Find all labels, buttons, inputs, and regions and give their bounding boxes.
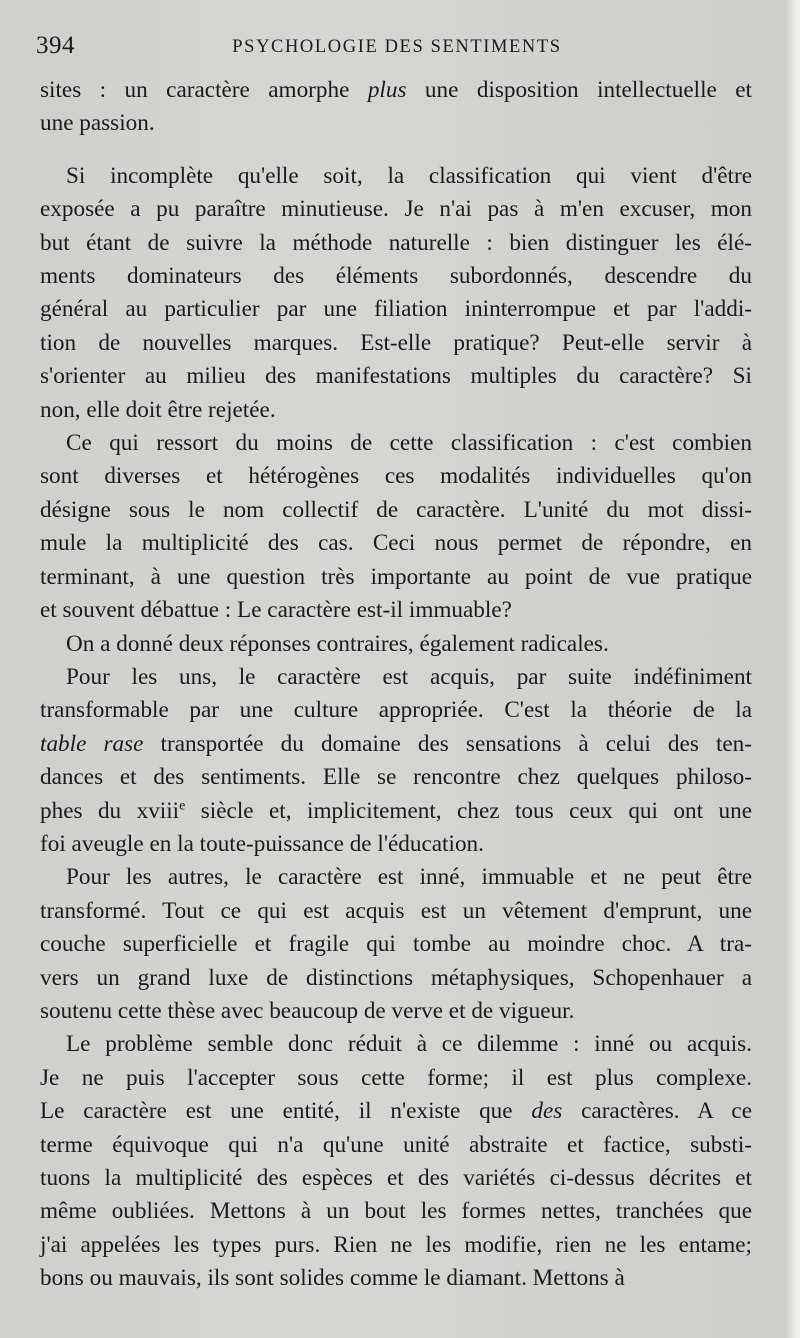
text-run: foi aveugle en la toute-puissance de l'éducation. [40,830,484,857]
text-run: Pour les uns, le caractère est acquis, par suite indéfiniment [66,663,752,690]
text-run: terminant, à une question très importante au point de vue pratique [40,563,752,590]
text-line [40,628,752,661]
text-run: transportée du domaine des sensations à celui des ten- [143,730,752,757]
text-line [40,527,752,560]
text-run: une passion. [40,110,155,137]
text-line [40,928,752,961]
text-run: exposée a pu paraître minutieuse. Je n'ai pas à m'en excuser, mon [40,196,752,223]
text-line [40,962,752,995]
text-run: phes du xviii [40,797,180,824]
text-line [40,1129,752,1162]
text-line [40,1229,752,1262]
page-header [36,32,758,66]
text-line [40,427,752,460]
text-line [40,327,752,360]
text-run: j'ai appelées les types purs. Rien ne les modifie, rien ne les entame; [40,1231,752,1258]
text-run: e [179,797,186,813]
text-line [40,561,752,594]
text-line [40,1062,752,1095]
text-line [40,193,752,226]
text-run: caractères. A ce [562,1098,752,1125]
text-run: Le problème semble donc réduit à ce dilemme : inné ou acquis. [66,1031,752,1058]
text-run: général au particulier par une filiation ininterrompue et par l'addi- [40,296,752,323]
text-run: et souvent débattue : Le caractère est-il immuable? [40,597,512,624]
text-run: désigne sous le nom collectif de caractère. L'unité du mot dissi- [40,496,752,523]
text-line [40,160,752,193]
text-run: tion de nouvelles marques. Est-elle pratique? Peut-elle servir à [40,329,752,356]
text-line [40,293,752,326]
text-run: siècle et, implicitement, chez tous ceux qui ont une [185,797,752,824]
text-run: vers un grand luxe de distinctions métaphysiques, Schopenhauer a [40,964,752,991]
paragraph [40,861,752,1028]
text-run: Le caractère est une entité, il n'existe que [40,1098,532,1125]
text-run: bons ou mauvais, ils sont solides comme le diamant. Mettons à [40,1265,625,1292]
text-run: Je ne puis l'accepter sous cette forme; il est plus complexe. [40,1064,752,1091]
text-run: même oubliées. Mettons à un bout les formes nettes, tranchées que [40,1198,752,1225]
text-line [40,460,752,493]
text-line [40,1195,752,1228]
text-line [40,861,752,894]
text-run: dances et des sentiments. Elle se rencontre chez quelques philoso- [40,764,752,791]
text-run: non, elle doit être rejetée. [40,396,276,423]
text-line [40,795,752,828]
section-gap [40,141,752,160]
paragraph [40,427,752,627]
page-edge [786,0,800,1338]
text-line [40,995,752,1028]
text-run: transformable par une culture appropriée. C'est la théorie de la [40,697,752,724]
text-run: mule la multiplicité des cas. Ceci nous permet de répondre, en [40,530,752,557]
text-line [40,394,752,427]
text-line [40,74,752,107]
text-run: transformé. Tout ce qui est acquis est un vêtement d'emprunt, une [40,897,752,924]
text-run: terme équivoque qui n'a qu'une unité abstraite et factice, substi- [40,1131,752,1158]
text-run: Ce qui ressort du moins de cette classification : c'est combien [66,430,752,457]
text-line [40,494,752,527]
text-run: Si incomplète qu'elle soit, la classification qui vient d'être [66,162,752,189]
paragraph [40,1028,752,1295]
text-run: table rase [40,730,144,757]
text-run: couche superficielle et fragile qui tombe au moindre choc. A tra- [40,931,752,958]
paragraph [40,160,752,427]
text-run: Pour les autres, le caractère est inné, immuable et ne peut être [66,864,752,891]
text-line [40,260,752,293]
paragraph [40,74,752,141]
text-line [40,360,752,393]
page-number: 394 [36,32,75,59]
text-line [40,1028,752,1061]
paragraph [40,661,752,861]
paragraph [40,628,752,661]
text-run: plus [367,77,407,103]
text-line [40,828,752,861]
text-line [40,728,752,761]
text-run: On a donné deux réponses contraires, également radicales. [66,630,609,657]
text-line [40,694,752,727]
text-run: sont diverses et hétérogènes ces modalités individuelles qu'on [40,463,752,490]
text-run: s'orienter au milieu des manifestations multiples du caractère? Si [40,363,752,390]
text-line [40,1095,752,1128]
text-run: tuons la multiplicité des espèces et des variétés ci-dessus décrites et [40,1165,752,1191]
text-line [40,1162,752,1195]
text-run: des [531,1098,563,1125]
page-body [40,74,752,1296]
text-line [40,1262,752,1295]
text-line [40,761,752,794]
text-run: soutenu cette thèse avec beaucoup de verve et de vigueur. [40,997,575,1024]
text-run: but étant de suivre la méthode naturelle : bien distinguer les élé- [40,229,752,256]
text-run: ments dominateurs des éléments subordonnés, descendre du [40,263,752,290]
text-run: sites : un caractère amorphe [40,77,368,103]
text-line [40,227,752,260]
text-run: une disposition intellectuelle et [406,77,752,103]
text-line [40,895,752,928]
running-title: PSYCHOLOGIE DES SENTIMENTS [232,37,562,57]
text-line [40,661,752,694]
text-line [40,594,752,627]
text-line [40,107,752,140]
